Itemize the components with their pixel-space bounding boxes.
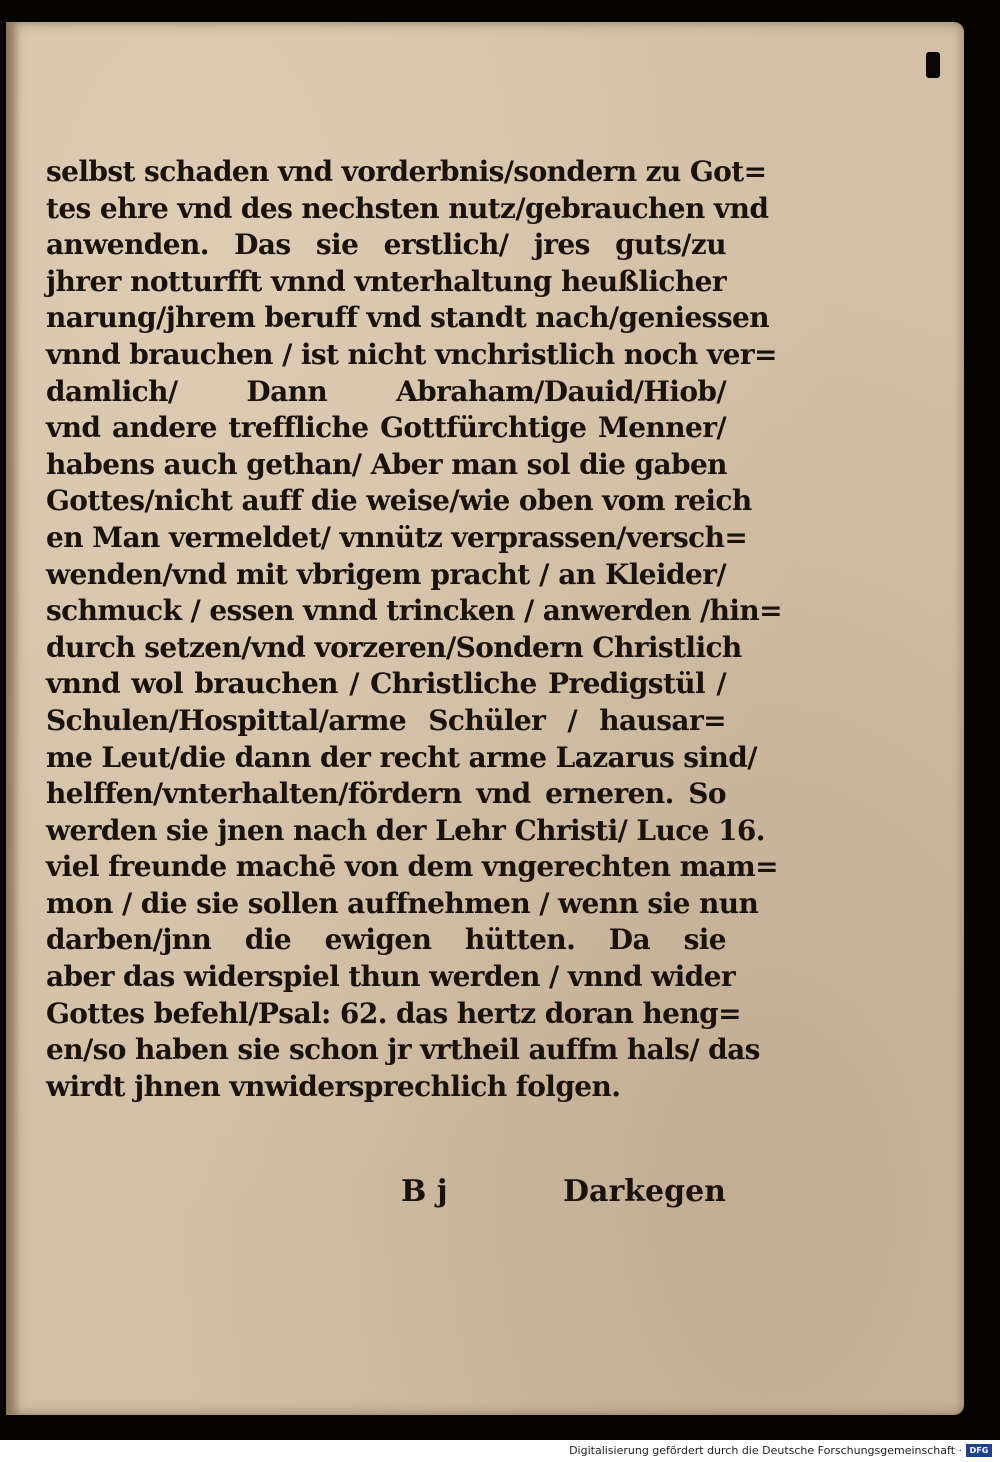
text-line: schmuck / essen vnnd trincken / anwerden /hin= <box>46 594 783 628</box>
text-line: anwenden. Das sie erstlich/ jres guts/zu <box>46 228 726 262</box>
text-line: me Leut/die dann der recht arme Lazarus sind/ <box>46 740 757 774</box>
text-line: Gottes/nicht auff die weise/wie oben vom reich <box>46 484 752 518</box>
dfg-logo: DFG <box>966 1444 992 1457</box>
catchword: Darkegen <box>562 1174 726 1209</box>
text-line: Gottes befehl/Psal: 62. das hertz doran heng= <box>46 996 741 1030</box>
page-footer-row <box>46 1174 726 1218</box>
text-line: en/so haben sie schon jr vrtheil auffm hals/ das <box>46 1033 760 1067</box>
text-line: vnd andere treffliche Gottfürchtige Menner/ <box>46 411 726 445</box>
page-corner-mark <box>926 52 940 78</box>
text-line: wenden/vnd mit vbrigem pracht / an Kleider/ <box>46 557 726 591</box>
signature-mark: B j <box>401 1174 448 1209</box>
book-page <box>6 22 964 1415</box>
text-line: viel freunde machē von dem vngerechten mam= <box>46 850 779 884</box>
text-line: durch setzen/vnd vorzeren/Sondern Christlich <box>46 630 742 664</box>
page-binding-edge <box>6 22 20 1415</box>
text-line: en Man vermeldet/ vnnütz verprassen/versch= <box>46 520 748 554</box>
text-line: wirdt jhnen vnwidersprechlich folgen. <box>46 1069 621 1103</box>
text-line: vnnd brauchen / ist nicht vnchristlich noch ver= <box>46 337 777 371</box>
text-line: tes ehre vnd des nechsten nutz/gebrauchen vnd <box>46 191 769 225</box>
funding-credit: Digitalisierung gefördert durch die Deutsche Forschungsgemeinschaft · <box>569 1444 962 1457</box>
digitization-footer <box>0 1440 1000 1462</box>
text-line: narung/jhrem beruff vnd standt nach/geniessen <box>46 301 769 335</box>
text-line: jhrer notturfft vnnd vnterhaltung heußlicher <box>46 264 726 298</box>
text-line: mon / die sie sollen auffnehmen / wenn sie nun <box>46 886 759 920</box>
text-line: helffen/vnterhalten/fördern vnd erneren. So <box>46 777 726 811</box>
text-line: werden sie jnen nach der Lehr Christi/ Luce 16. <box>46 813 765 847</box>
page-text-block <box>46 154 783 1105</box>
text-line: darben/jnn die ewigen hütten. Da sie <box>46 923 726 957</box>
text-line: vnnd wol brauchen / Christliche Predigstül / <box>46 667 726 701</box>
text-line: Schulen/Hospittal/arme Schüler / hausar= <box>46 703 726 737</box>
text-line: habens auch gethan/ Aber man sol die gaben <box>46 447 727 481</box>
text-line: selbst schaden vnd vorderbnis/sondern zu Got= <box>46 155 767 188</box>
text-line: aber das widerspiel thun werden / vnnd wider <box>46 960 736 994</box>
text-line: damlich/ Dann Abraham/Dauid/Hiob/ <box>46 374 726 408</box>
